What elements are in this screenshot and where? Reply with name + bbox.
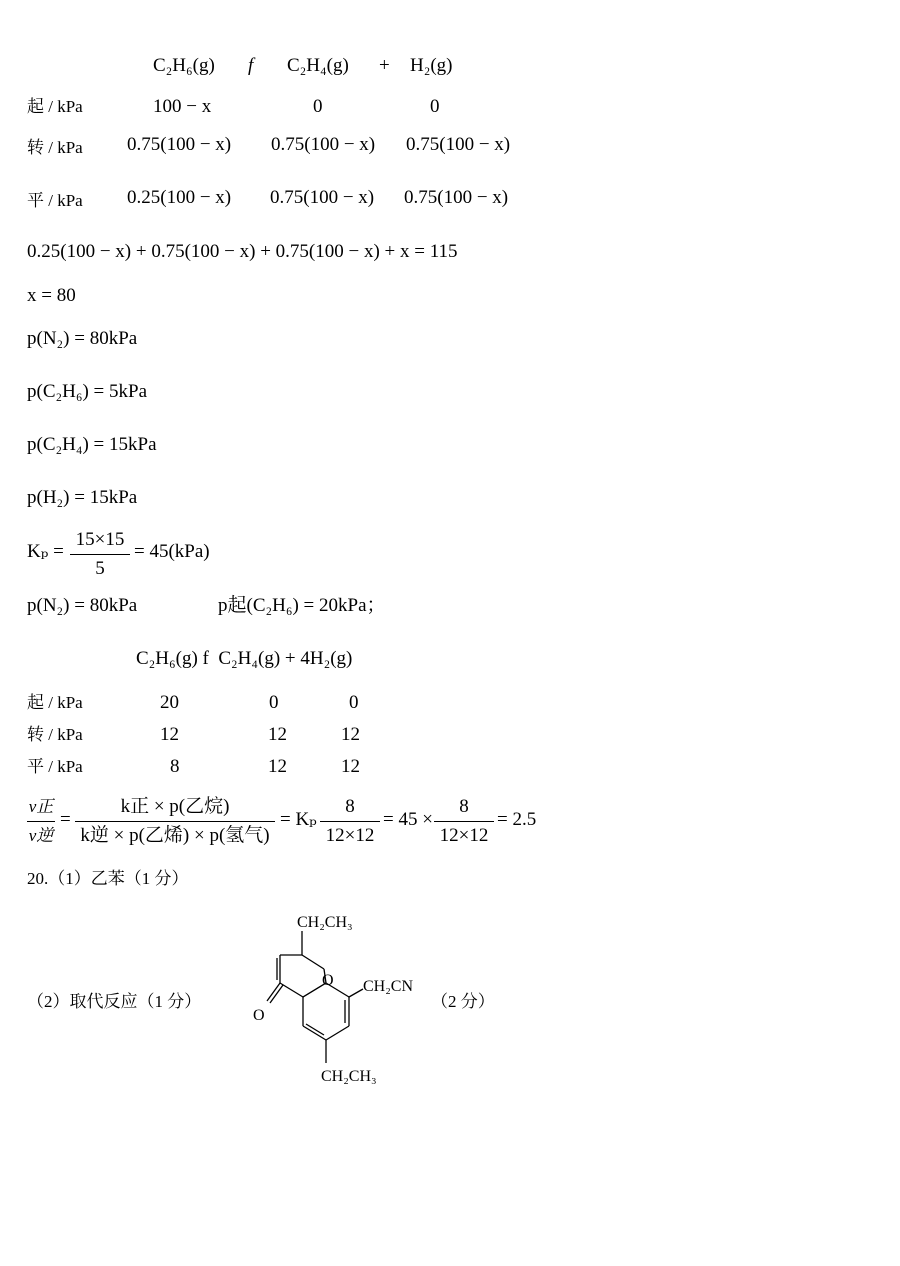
structure-top-group: CH₂CH₃ xyxy=(297,914,353,931)
fraction-bar xyxy=(75,821,275,822)
ratio-f1 xyxy=(320,796,380,847)
ratio-lhs-fraction xyxy=(27,796,55,847)
structure-ring-oxygen: O xyxy=(322,972,334,989)
table1-equil-c1: 0.25(100 − x) xyxy=(127,187,232,208)
table1-start-c3: 0 xyxy=(430,96,440,117)
chromone-structure xyxy=(245,905,445,1095)
table1-equil-c3: 0.75(100 − x) xyxy=(404,187,509,208)
line-pstart: p起(C₂H₆) = 20kPa； xyxy=(218,595,386,616)
table2-change-c3: 12 xyxy=(341,724,360,745)
table1-change-c3: 0.75(100 − x) xyxy=(406,134,511,155)
pressure-c2h6: p(C₂H₆) = 5kPa xyxy=(27,381,148,402)
fraction-bar xyxy=(70,554,130,555)
kp-numerator: 15×15 xyxy=(75,529,125,550)
ratio-eq45: = 45 × xyxy=(383,809,433,830)
table2-equil-c2: 12 xyxy=(268,756,287,777)
fraction-bar xyxy=(434,821,494,822)
table2-start-c3: 0 xyxy=(349,692,359,713)
kp-denominator: 5 xyxy=(95,558,105,579)
reaction1-product2: H₂(g) xyxy=(410,55,453,76)
structure-bottom-group: CH₂CH₃ xyxy=(321,1068,377,1085)
structure-carbonyl-oxygen: O xyxy=(253,1007,265,1024)
table1-change-c2: 0.75(100 − x) xyxy=(271,134,376,155)
line-pn2: p(N₂) = 80kPa xyxy=(27,595,138,616)
kp-rhs: = 45(kPa) xyxy=(134,541,210,562)
table1-label-change: 转 / kPa xyxy=(27,138,83,157)
table2-label-change: 转 / kPa xyxy=(27,725,83,744)
kp-fraction xyxy=(70,529,130,580)
ratio-f2-num: 8 xyxy=(459,796,469,817)
reaction1-product1: C₂H₄(g) xyxy=(287,55,349,76)
pressure-n2: p(N₂) = 80kPa xyxy=(27,328,138,349)
structure-side-group: CH₂CN xyxy=(363,978,414,995)
ratio-mid-num: k正 × p(乙烷) xyxy=(120,796,230,817)
pressure-c2h4: p(C₂H₄) = 15kPa xyxy=(27,434,157,455)
reaction1-arrow: f xyxy=(248,55,254,76)
ratio-result: = 2.5 xyxy=(497,809,537,830)
table2-equil-c3: 12 xyxy=(341,756,360,777)
table2-equil-c1: 8 xyxy=(170,756,180,777)
table2-start-c1: 20 xyxy=(160,692,179,713)
q20-part2: （2）取代反应（1 分） xyxy=(27,992,202,1011)
table2-label-start: 起 / kPa xyxy=(27,693,83,712)
ratio-equals: = xyxy=(60,809,71,830)
ratio-f2 xyxy=(434,796,494,847)
table1-start-c2: 0 xyxy=(313,96,323,117)
ratio-lhs-num: v正 xyxy=(28,797,54,816)
fraction-bar xyxy=(320,821,380,822)
table1-equil-c2: 0.75(100 − x) xyxy=(270,187,375,208)
pressure-h2: p(H₂) = 15kPa xyxy=(27,487,138,508)
q20-part1: 20.（1）乙苯（1 分） xyxy=(27,869,189,888)
table1-label-start: 起 / kPa xyxy=(27,97,83,116)
table1-change-c1: 0.75(100 − x) xyxy=(127,134,232,155)
table2-label-equil: 平 / kPa xyxy=(27,757,83,776)
ratio-mid-den: k逆 × p(乙烯) × p(氢气) xyxy=(80,825,270,846)
ratio-f1-den: 12×12 xyxy=(325,825,375,846)
ratio-f1-num: 8 xyxy=(345,796,355,817)
structure-bonds xyxy=(267,931,363,1063)
fraction-bar xyxy=(27,821,55,822)
sum-equation: 0.25(100 − x) + 0.75(100 − x) + 0.75(100 − x) + x = 115 xyxy=(27,241,458,262)
table1-label-equil: 平 / kPa xyxy=(27,191,83,210)
reaction1-plus: + xyxy=(379,55,390,76)
ratio-kp-part: = Kₚ xyxy=(280,809,317,830)
kp-lhs: Kₚ = xyxy=(27,541,64,562)
ratio-f2-den: 12×12 xyxy=(439,825,489,846)
table1-start-c1: 100 − x xyxy=(153,96,212,117)
x-solution: x = 80 xyxy=(27,285,76,306)
table2-start-c2: 0 xyxy=(269,692,279,713)
table2-change-c1: 12 xyxy=(160,724,179,745)
q20-part2-score: （2 分） xyxy=(431,992,495,1011)
ratio-lhs-den: v逆 xyxy=(28,826,54,845)
ratio-mid-fraction xyxy=(75,796,275,847)
reaction2: C₂H₆(g) f C₂H₄(g) + 4H₂(g) xyxy=(136,648,353,669)
table2-change-c2: 12 xyxy=(268,724,287,745)
reaction1-reactant: C₂H₆(g) xyxy=(153,55,215,76)
